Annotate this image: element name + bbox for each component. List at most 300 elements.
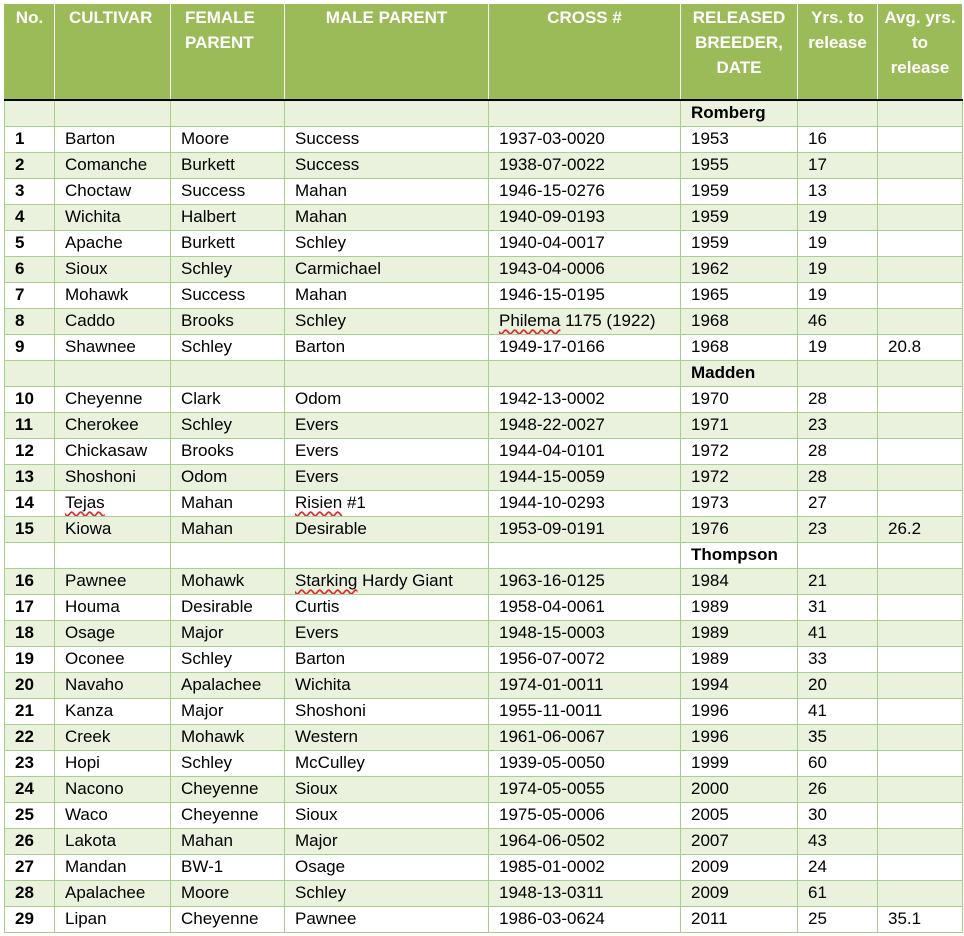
empty-cell (878, 542, 963, 568)
female-parent-cell: Cheyenne (171, 802, 285, 828)
release-date-cell: 1959 (681, 204, 798, 230)
cultivar-cell: Osage (55, 620, 171, 646)
avg-years-cell (878, 464, 963, 490)
cross-number-cell: 1958-04-0061 (489, 594, 681, 620)
cultivar-cell: Mandan (55, 854, 171, 880)
female-parent-cell: BW-1 (171, 854, 285, 880)
row-number: 27 (5, 854, 55, 880)
male-parent-cell: Major (285, 828, 489, 854)
avg-years-cell: 35.1 (878, 906, 963, 932)
breeder-name: Thompson (681, 542, 798, 568)
years-to-release-cell: 28 (798, 438, 878, 464)
male-parent-cell: Pawnee (285, 906, 489, 932)
male-parent-cell: Mahan (285, 204, 489, 230)
table-row (5, 516, 963, 542)
release-date-cell: 1989 (681, 594, 798, 620)
table-row (5, 152, 963, 178)
avg-years-cell (878, 204, 963, 230)
cross-number-cell: Philema 1175 (1922) (489, 308, 681, 334)
male-parent-cell: Barton (285, 646, 489, 672)
header-cell: FEMALE PARENT (171, 5, 285, 101)
row-number: 7 (5, 282, 55, 308)
table-row (5, 204, 963, 230)
empty-cell (285, 100, 489, 126)
row-number: 8 (5, 308, 55, 334)
avg-years-cell (878, 490, 963, 516)
release-date-cell: 2009 (681, 854, 798, 880)
years-to-release-cell: 19 (798, 230, 878, 256)
years-to-release-cell: 46 (798, 308, 878, 334)
avg-years-cell (878, 672, 963, 698)
row-number: 6 (5, 256, 55, 282)
release-date-cell: 1968 (681, 308, 798, 334)
cross-number-cell: 1943-04-0006 (489, 256, 681, 282)
release-date-cell: 1973 (681, 490, 798, 516)
avg-years-cell (878, 152, 963, 178)
table-row (5, 230, 963, 256)
table-row (5, 438, 963, 464)
years-to-release-cell: 25 (798, 906, 878, 932)
release-date-cell: 1994 (681, 672, 798, 698)
cross-number-cell: 1964-06-0502 (489, 828, 681, 854)
female-parent-cell: Schley (171, 646, 285, 672)
avg-years-cell (878, 594, 963, 620)
header-cell: No. (5, 5, 55, 101)
years-to-release-cell: 19 (798, 282, 878, 308)
cultivar-cell: Mohawk (55, 282, 171, 308)
table-row (5, 906, 963, 932)
female-parent-cell: Mahan (171, 490, 285, 516)
release-date-cell: 2000 (681, 776, 798, 802)
years-to-release-cell: 17 (798, 152, 878, 178)
table-row (5, 386, 963, 412)
row-number: 2 (5, 152, 55, 178)
female-parent-cell: Schley (171, 750, 285, 776)
cultivar-cell: Hopi (55, 750, 171, 776)
cross-number-cell: 1938-07-0022 (489, 152, 681, 178)
male-parent-cell: Risien #1 (285, 490, 489, 516)
cultivar-cell: Cherokee (55, 412, 171, 438)
release-date-cell: 1972 (681, 464, 798, 490)
header-cell: Avg. yrs. to release (878, 5, 963, 101)
release-date-cell: 1953 (681, 126, 798, 152)
breeder-name: Madden (681, 360, 798, 386)
avg-years-cell (878, 438, 963, 464)
header-cell: CULTIVAR (55, 5, 171, 101)
row-number: 21 (5, 698, 55, 724)
cultivar-cell: Apache (55, 230, 171, 256)
avg-years-cell: 20.8 (878, 334, 963, 360)
row-number: 18 (5, 620, 55, 646)
empty-cell (5, 542, 55, 568)
table-row (5, 256, 963, 282)
cultivar-cell: Kanza (55, 698, 171, 724)
release-date-cell: 1996 (681, 698, 798, 724)
cultivar-cell: Kiowa (55, 516, 171, 542)
cross-number-cell: 1937-03-0020 (489, 126, 681, 152)
header-row (5, 5, 963, 101)
release-date-cell: 1984 (681, 568, 798, 594)
female-parent-cell: Success (171, 282, 285, 308)
table-row (5, 854, 963, 880)
cultivar-cell: Barton (55, 126, 171, 152)
female-parent-cell: Major (171, 698, 285, 724)
female-parent-cell: Clark (171, 386, 285, 412)
male-parent-cell: Curtis (285, 594, 489, 620)
row-number: 20 (5, 672, 55, 698)
avg-years-cell (878, 308, 963, 334)
release-date-cell: 2007 (681, 828, 798, 854)
avg-years-cell (878, 230, 963, 256)
cultivar-cell: Apalachee (55, 880, 171, 906)
avg-years-cell (878, 178, 963, 204)
cultivar-cell (55, 490, 171, 516)
cultivar-cell: Nacono (55, 776, 171, 802)
avg-years-cell (878, 854, 963, 880)
cross-number-cell: 1974-01-0011 (489, 672, 681, 698)
empty-cell (878, 100, 963, 126)
avg-years-cell (878, 256, 963, 282)
years-to-release-cell: 19 (798, 334, 878, 360)
table-row (5, 334, 963, 360)
avg-years-cell (878, 724, 963, 750)
spellcheck-underline: Tejas (65, 493, 105, 512)
male-parent-cell: Western (285, 724, 489, 750)
breeder-name: Romberg (681, 100, 798, 126)
cultivar-cell: Caddo (55, 308, 171, 334)
years-to-release-cell: 24 (798, 854, 878, 880)
female-parent-cell: Mohawk (171, 724, 285, 750)
table-row (5, 282, 963, 308)
male-parent-cell: Schley (285, 230, 489, 256)
table-body (5, 100, 963, 932)
header-cell: RELEASED BREEDER, DATE (681, 5, 798, 101)
table-row (5, 412, 963, 438)
table-row (5, 464, 963, 490)
release-date-cell: 1976 (681, 516, 798, 542)
spellcheck-underline: Starking (295, 571, 358, 590)
male-parent-cell: Schley (285, 880, 489, 906)
cross-number-cell: 1940-09-0193 (489, 204, 681, 230)
table-row (5, 724, 963, 750)
male-parent-cell: Shoshoni (285, 698, 489, 724)
cross-number-cell: 1986-03-0624 (489, 906, 681, 932)
release-date-cell: 1972 (681, 438, 798, 464)
years-to-release-cell: 26 (798, 776, 878, 802)
years-to-release-cell: 28 (798, 464, 878, 490)
cultivar-cell: Comanche (55, 152, 171, 178)
release-date-cell: 1959 (681, 230, 798, 256)
breeder-group-row (5, 100, 963, 126)
female-parent-cell: Major (171, 620, 285, 646)
row-number: 1 (5, 126, 55, 152)
female-parent-cell: Schley (171, 412, 285, 438)
empty-cell (55, 542, 171, 568)
row-number: 19 (5, 646, 55, 672)
cross-number-cell: 1948-22-0027 (489, 412, 681, 438)
breeder-group-row (5, 542, 963, 568)
female-parent-cell: Brooks (171, 438, 285, 464)
female-parent-cell: Mohawk (171, 568, 285, 594)
female-parent-cell: Odom (171, 464, 285, 490)
female-parent-cell: Moore (171, 126, 285, 152)
table-row (5, 698, 963, 724)
release-date-cell: 1971 (681, 412, 798, 438)
empty-cell (171, 542, 285, 568)
cross-number-cell: 1948-13-0311 (489, 880, 681, 906)
cross-number-cell: 1956-07-0072 (489, 646, 681, 672)
female-parent-cell: Burkett (171, 230, 285, 256)
release-date-cell: 1999 (681, 750, 798, 776)
header-cell: MALE PARENT (285, 5, 489, 101)
cross-number-cell: 1944-15-0059 (489, 464, 681, 490)
empty-cell (489, 542, 681, 568)
male-parent-cell: Odom (285, 386, 489, 412)
cultivar-cell: Shawnee (55, 334, 171, 360)
header-cell: Yrs. to release (798, 5, 878, 101)
release-date-cell: 1970 (681, 386, 798, 412)
cultivar-cell: Pawnee (55, 568, 171, 594)
cultivar-cell: Oconee (55, 646, 171, 672)
male-parent-cell: Mahan (285, 282, 489, 308)
avg-years-cell (878, 282, 963, 308)
years-to-release-cell: 31 (798, 594, 878, 620)
avg-years-cell (878, 386, 963, 412)
cross-number-cell: 1946-15-0276 (489, 178, 681, 204)
table-row (5, 828, 963, 854)
empty-cell (285, 360, 489, 386)
row-number: 13 (5, 464, 55, 490)
years-to-release-cell: 28 (798, 386, 878, 412)
spellcheck-underline: Philema (499, 311, 561, 330)
cultivar-cell: Navaho (55, 672, 171, 698)
row-number: 29 (5, 906, 55, 932)
row-number: 12 (5, 438, 55, 464)
cross-number-cell: 1949-17-0166 (489, 334, 681, 360)
male-parent-cell: Desirable (285, 516, 489, 542)
release-date-cell: 2005 (681, 802, 798, 828)
years-to-release-cell: 13 (798, 178, 878, 204)
empty-cell (171, 360, 285, 386)
row-number: 4 (5, 204, 55, 230)
row-number: 24 (5, 776, 55, 802)
cross-number-cell: 1944-10-0293 (489, 490, 681, 516)
empty-cell (878, 360, 963, 386)
male-parent-cell: Evers (285, 620, 489, 646)
release-date-cell: 1955 (681, 152, 798, 178)
table-row (5, 802, 963, 828)
years-to-release-cell: 61 (798, 880, 878, 906)
empty-cell (285, 542, 489, 568)
table-row (5, 776, 963, 802)
female-parent-cell: Apalachee (171, 672, 285, 698)
years-to-release-cell: 21 (798, 568, 878, 594)
empty-cell (798, 360, 878, 386)
female-parent-cell: Mahan (171, 828, 285, 854)
empty-cell (489, 100, 681, 126)
years-to-release-cell: 23 (798, 516, 878, 542)
avg-years-cell (878, 126, 963, 152)
empty-cell (798, 542, 878, 568)
row-number: 9 (5, 334, 55, 360)
row-number: 17 (5, 594, 55, 620)
table-row (5, 620, 963, 646)
empty-cell (5, 360, 55, 386)
empty-cell (798, 100, 878, 126)
cultivar-table (4, 4, 963, 933)
years-to-release-cell: 43 (798, 828, 878, 854)
cross-number-cell: 1963-16-0125 (489, 568, 681, 594)
avg-years-cell (878, 828, 963, 854)
female-parent-cell: Burkett (171, 152, 285, 178)
cross-number-cell: 1944-04-0101 (489, 438, 681, 464)
table-row (5, 568, 963, 594)
table-row (5, 308, 963, 334)
cultivar-cell: Waco (55, 802, 171, 828)
table-row (5, 126, 963, 152)
row-number: 16 (5, 568, 55, 594)
years-to-release-cell: 16 (798, 126, 878, 152)
table-row (5, 594, 963, 620)
empty-cell (55, 100, 171, 126)
years-to-release-cell: 30 (798, 802, 878, 828)
row-number: 10 (5, 386, 55, 412)
cultivar-cell: Lipan (55, 906, 171, 932)
male-parent-cell: Osage (285, 854, 489, 880)
female-parent-cell: Halbert (171, 204, 285, 230)
male-parent-cell: Wichita (285, 672, 489, 698)
avg-years-cell (878, 568, 963, 594)
female-parent-cell: Schley (171, 334, 285, 360)
cultivar-cell: Cheyenne (55, 386, 171, 412)
male-parent-cell: Evers (285, 438, 489, 464)
avg-years-cell (878, 646, 963, 672)
row-number: 22 (5, 724, 55, 750)
cultivar-cell: Choctaw (55, 178, 171, 204)
male-parent-cell: Evers (285, 464, 489, 490)
female-parent-cell: Moore (171, 880, 285, 906)
cross-number-cell: 1961-06-0067 (489, 724, 681, 750)
cultivar-cell: Chickasaw (55, 438, 171, 464)
male-parent-cell: Evers (285, 412, 489, 438)
male-parent-cell: Sioux (285, 776, 489, 802)
release-date-cell: 1959 (681, 178, 798, 204)
years-to-release-cell: 41 (798, 698, 878, 724)
female-parent-cell: Mahan (171, 516, 285, 542)
years-to-release-cell: 23 (798, 412, 878, 438)
cross-number-cell: 1939-05-0050 (489, 750, 681, 776)
years-to-release-cell: 41 (798, 620, 878, 646)
table-row (5, 490, 963, 516)
female-parent-cell: Schley (171, 256, 285, 282)
release-date-cell: 2009 (681, 880, 798, 906)
header-cell: CROSS # (489, 5, 681, 101)
cross-number-cell: 1948-15-0003 (489, 620, 681, 646)
cross-number-cell: 1953-09-0191 (489, 516, 681, 542)
male-parent-cell: Mahan (285, 178, 489, 204)
male-parent-cell: Carmichael (285, 256, 489, 282)
female-parent-cell: Desirable (171, 594, 285, 620)
cross-number-cell: 1975-05-0006 (489, 802, 681, 828)
male-parent-cell: McCulley (285, 750, 489, 776)
avg-years-cell: 26.2 (878, 516, 963, 542)
cultivar-cell: Lakota (55, 828, 171, 854)
row-number: 25 (5, 802, 55, 828)
cross-number-cell: 1985-01-0002 (489, 854, 681, 880)
release-date-cell: 1996 (681, 724, 798, 750)
years-to-release-cell: 27 (798, 490, 878, 516)
cultivar-cell: Shoshoni (55, 464, 171, 490)
cultivar-cell: Creek (55, 724, 171, 750)
release-date-cell: 1989 (681, 620, 798, 646)
years-to-release-cell: 35 (798, 724, 878, 750)
table-row (5, 880, 963, 906)
avg-years-cell (878, 802, 963, 828)
release-date-cell: 1989 (681, 646, 798, 672)
empty-cell (489, 360, 681, 386)
male-parent-cell: Schley (285, 308, 489, 334)
cross-number-cell: 1946-15-0195 (489, 282, 681, 308)
avg-years-cell (878, 698, 963, 724)
release-date-cell: 1962 (681, 256, 798, 282)
cultivar-cell: Sioux (55, 256, 171, 282)
cross-number-cell: 1955-11-0011 (489, 698, 681, 724)
years-to-release-cell: 60 (798, 750, 878, 776)
row-number: 23 (5, 750, 55, 776)
years-to-release-cell: 33 (798, 646, 878, 672)
avg-years-cell (878, 776, 963, 802)
release-date-cell: 2011 (681, 906, 798, 932)
row-number: 15 (5, 516, 55, 542)
years-to-release-cell: 19 (798, 256, 878, 282)
cross-number-cell: 1974-05-0055 (489, 776, 681, 802)
table-row (5, 750, 963, 776)
row-number: 3 (5, 178, 55, 204)
female-parent-cell: Cheyenne (171, 776, 285, 802)
male-parent-cell: Barton (285, 334, 489, 360)
years-to-release-cell: 20 (798, 672, 878, 698)
avg-years-cell (878, 620, 963, 646)
table-row (5, 646, 963, 672)
empty-cell (5, 100, 55, 126)
avg-years-cell (878, 750, 963, 776)
row-number: 5 (5, 230, 55, 256)
years-to-release-cell: 19 (798, 204, 878, 230)
empty-cell (171, 100, 285, 126)
female-parent-cell: Success (171, 178, 285, 204)
male-parent-cell: Sioux (285, 802, 489, 828)
cross-number-cell: 1940-04-0017 (489, 230, 681, 256)
avg-years-cell (878, 412, 963, 438)
release-date-cell: 1968 (681, 334, 798, 360)
empty-cell (55, 360, 171, 386)
spellcheck-underline: Risien (295, 493, 343, 512)
male-parent-cell: Starking Hardy Giant (285, 568, 489, 594)
release-date-cell: 1965 (681, 282, 798, 308)
breeder-group-row (5, 360, 963, 386)
row-number: 26 (5, 828, 55, 854)
male-parent-cell: Success (285, 152, 489, 178)
male-parent-cell: Success (285, 126, 489, 152)
avg-years-cell (878, 880, 963, 906)
female-parent-cell: Brooks (171, 308, 285, 334)
table-row (5, 672, 963, 698)
female-parent-cell: Cheyenne (171, 906, 285, 932)
row-number: 14 (5, 490, 55, 516)
row-number: 28 (5, 880, 55, 906)
cross-number-cell: 1942-13-0002 (489, 386, 681, 412)
row-number: 11 (5, 412, 55, 438)
